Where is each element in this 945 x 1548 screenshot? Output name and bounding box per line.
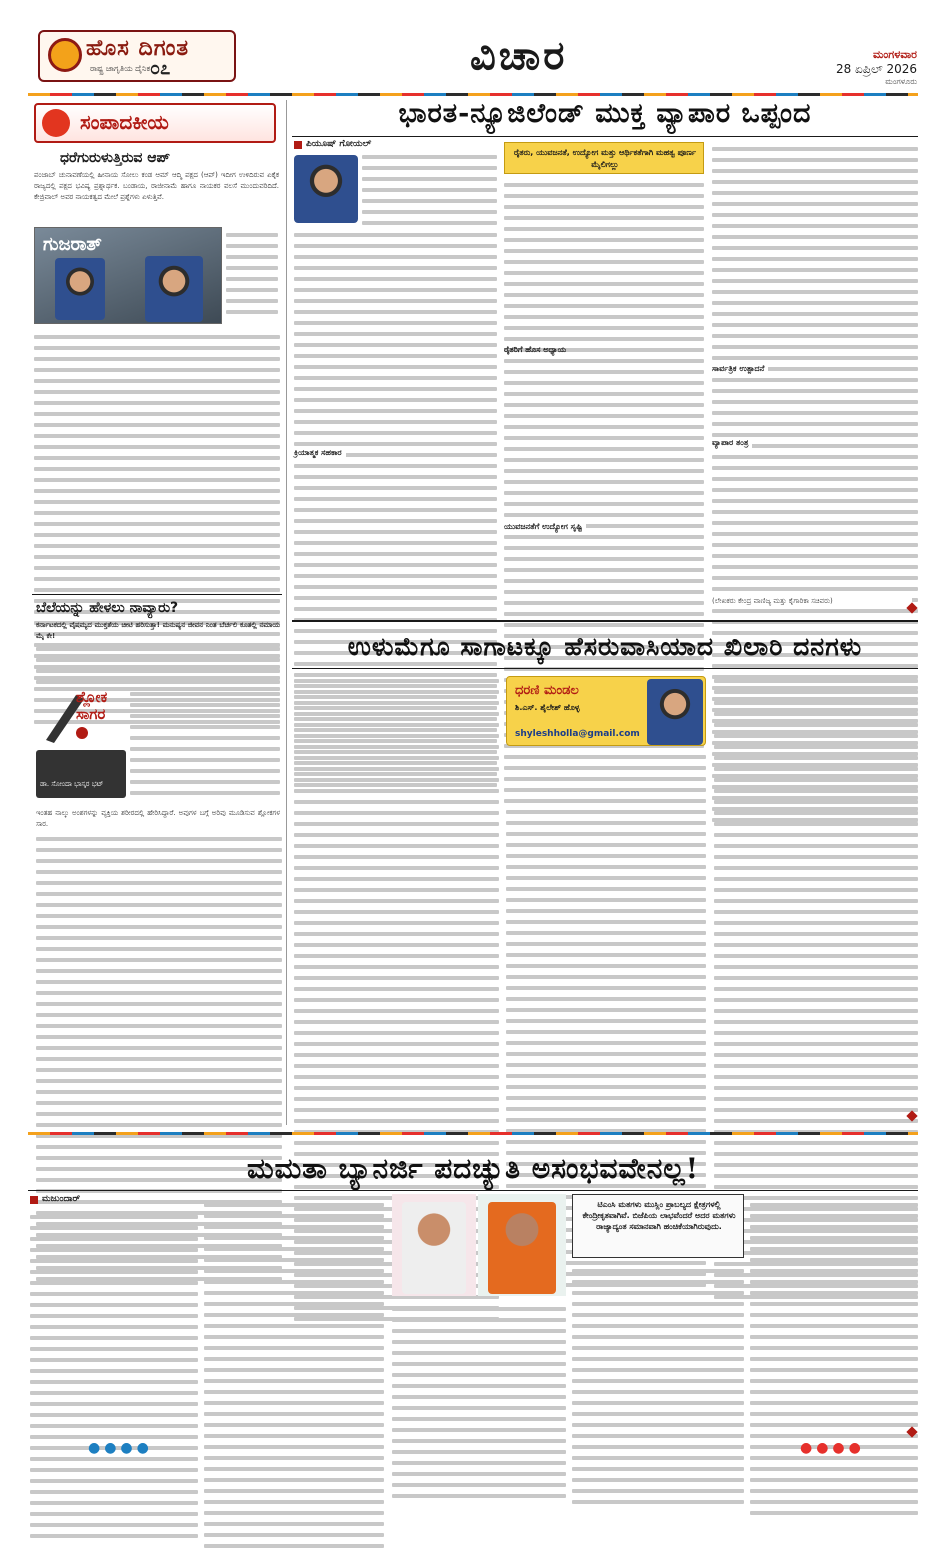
divider	[32, 594, 282, 595]
divider	[292, 620, 918, 622]
article3-col3	[392, 1300, 566, 1440]
price-box-title[interactable]: ಬೆಲೆಯನ್ನು ಹೇಳಲು ನಾವ್ಯಾರು?	[36, 600, 179, 616]
article1-subhead-4: ಸಾರ್ವತ್ರಿಕ ಉತ್ಪಾದನೆ	[712, 364, 768, 374]
lamp-icon	[42, 109, 70, 137]
shloka-logo	[36, 685, 126, 745]
article3-headline[interactable]: ಮಮತಾ ಬ್ಯಾನರ್ಜಿ ಪದಚ್ಯುತಿ ಅಸಂಭವವೇನಲ್ಲ!	[246, 1152, 700, 1185]
edition-city: ಮಂಗಳೂರು	[885, 77, 917, 86]
callout-text: ರೈತರು, ಯುವಜನತೆ, ಉದ್ಯೋಗ ಮತ್ತು ಆರ್ಥಿಕತೆಗಾಗಿ ಮಹತ್ವ ಪೂರ್ಣ ಮೈಲಿಗಲ್ಲು	[513, 148, 697, 169]
photo-banner-text: ಗುಜರಾತ್	[43, 234, 102, 255]
editorial-headline[interactable]: ಧರೆಗುರುಳುತ್ತಿರುವ ಆಪ್	[60, 150, 171, 166]
divider	[292, 668, 918, 669]
masthead-divider	[28, 93, 918, 96]
suvendu-portrait	[488, 1202, 556, 1294]
logo-text: ಹೊಸ ದಿಗಂತ	[86, 36, 190, 61]
divider	[292, 136, 918, 137]
weekday: ಮಂಗಳವಾರ	[872, 48, 917, 61]
article1-headline[interactable]: ಭಾರತ-ನ್ಯೂಜಿಲೆಂಡ್ ಮುಕ್ತ ವ್ಯಾಪಾರ ಒಪ್ಪಂದ	[398, 98, 812, 129]
suvendu-photo	[478, 1194, 566, 1296]
editorial-body	[34, 328, 280, 588]
article2-author: ಶಿ.ಎಸ್. ಶೈಲೇಶ್ ಹೊಳ್ಳ	[515, 703, 580, 712]
article2-author-photo	[647, 679, 703, 745]
mamata-portrait	[402, 1202, 466, 1294]
column-divider	[286, 100, 287, 1125]
article1-author-photo	[294, 155, 358, 223]
date-block	[817, 48, 917, 87]
price-box-lead: ಕರ್ನಾಟಕದಲ್ಲಿ ವೈಷಮ್ಯದ ಮುಕ್ತತೆಯ ಚೀಟಿ ಹರಿಸುತ್ತಾ! ಮನುಷ್ಯನ ಜೀವನ ನಿಂತ ಬೆರ್ಚಲಿ ಕೂತಲ್ಲಿ ನಮಾಯ ಮೈ ಕೇ!	[36, 621, 283, 640]
article1-subhead-5: ವ್ಯಾಪಾರ ತಂತ್ರ	[712, 438, 752, 448]
editorial-photo	[34, 227, 222, 324]
article1-col1	[294, 226, 497, 606]
price-box-body	[36, 640, 280, 680]
article1-subhead-1: ರೈತರಿಗೆ ಹೊಸ ಅಧ್ಯಾಯ	[504, 345, 567, 354]
shloka-title: ಶ್ಲೋಕ ಸಾಗರ	[76, 688, 108, 723]
divider	[28, 1190, 918, 1191]
registration-marks-left: ●●●●	[88, 1440, 153, 1456]
shloka-verse	[130, 685, 280, 805]
article1-subhead-2: ಕ್ರಿಯಾತ್ಮಕ ಸಹಕಾರ	[294, 448, 346, 458]
article3-col1	[30, 1208, 198, 1440]
editorial-badge-label: ಸಂಪಾದಕೀಯ	[80, 110, 169, 134]
shloka-lead: ಇಂತಹ ನಾಲ್ಕು ಅಂಶಗಳನ್ನು ವ್ಯಕ್ತಿಯ ಶರೀರದಲ್ಲಿ ಹೇರಿಸಿದ್ದಾರೆ. ಅವುಗಳ ಬಗ್ಗೆ ಅರಿವು ಮೂಡಿಸುವ ಶ್ಲೋಕಗಳ ಸಾರ.	[36, 809, 283, 828]
column-card	[506, 676, 706, 746]
newspaper-logo[interactable]	[38, 30, 236, 82]
masthead	[0, 0, 945, 92]
article1-author: ಪಿಯೂಷ್ ಗೋಯಲ್	[306, 139, 372, 149]
editorial-badge	[34, 103, 276, 143]
author-email[interactable]: shyleshholla@gmail.com	[515, 729, 640, 739]
byline-bullet-icon	[30, 1196, 38, 1204]
editorial-text-wrap	[226, 226, 278, 326]
article3-col2	[204, 1196, 384, 1440]
pull-quote-text: ಟಿಎಂಸಿ ಮತಗಳು ಮುಸ್ಲಿಂ ಪ್ರಾಬಲ್ಯದ ಕ್ಷೇತ್ರಗಳಲ್ಲಿ ಕೇಂದ್ರೀಕೃತವಾಗಿವೆ. ಬಿಜೆಪಿಯ ಲಾಭವೆಂದರೆ ಅದರ ಮತಗಳು ರಾಜ್ಯಾದ್ಯಂತ ಸಮಾನವಾಗಿ ಹಂಚಿಕೆಯಾಗಿರುವುದು.	[582, 1200, 736, 1231]
article2-col2	[506, 748, 706, 1122]
registration-marks-right: ●●●●	[800, 1440, 865, 1456]
date: 28 ಏಪ್ರಿಲ್ 2026	[835, 62, 917, 76]
shloka-author: ಡಾ. ಸೋಂದಾ ಭಾಸ್ಕರ ಭಟ್	[40, 780, 104, 788]
article2-headline[interactable]: ಉಳುಮೆಗೂ ಸಾಗಾಟಕ್ಕೂ ಹೆಸರುವಾಸಿಯಾದ ಖಿಲಾರಿ ದನಗಳು	[347, 632, 863, 661]
section-divider	[28, 1132, 918, 1135]
pull-quote	[572, 1194, 744, 1258]
mamata-photo	[392, 1194, 476, 1296]
article3-col4	[572, 1262, 744, 1440]
article1-intro	[362, 148, 497, 228]
byline-bullet-icon	[294, 141, 302, 149]
lamp-logo-icon	[48, 38, 82, 72]
editorial-lead: ಪಂಜಾಬ್ ಚುನಾವಣೆಯಲ್ಲಿ ಹೀನಾಯ ಸೋಲು ಕಂಡ ಆಮ್ ಆದ್ಮಿ ಪಕ್ಷದ (ಆಪ್) ಇದೀಗ ಉಳಿದಿರುವ ಏಕೈಕ ರಾಜ್ಯದಲ್ಲಿ ಪಕ್ಷದ ಭವಿಷ್ಯ ಪ್ರಶ್ನಾರ್ಥಕ. ಬಂಡಾಯ, ರಾಜೀನಾಮೆ ಹಾಗೂ ನಾಯಕರ ವಲಸೆ ಮುಂದುವರಿದಿದೆ. ಕೇಜ್ರಿವಾಲ್ ಅವರ ನಾಯಕತ್ವದ ಮೇಲೆ ಪ್ರಶ್ನೆಗಳು ಏಳುತ್ತಿವೆ.	[34, 171, 282, 201]
article3-col5	[750, 1196, 918, 1426]
article3-author: ಮಜುಂದಾರ್	[42, 1194, 81, 1204]
article2-col3	[714, 672, 918, 1122]
page-number: ೦೭	[150, 58, 171, 79]
person-photo-2	[145, 256, 203, 322]
article2-col1	[294, 672, 499, 1122]
article1-callout	[504, 142, 704, 174]
article1-footnote: (ಲೇಖಕರು ಕೇಂದ್ರ ವಾಣಿಜ್ಯ ಮತ್ತು ಕೈಗಾರಿಕಾ ಸಚಿವರು)	[712, 597, 912, 606]
shloka-author-photo	[36, 750, 126, 798]
column-name: ಧರಣಿ ಮಂಡಲ	[515, 683, 579, 698]
section-title: ವಿಚಾರ	[470, 32, 568, 79]
logo-tagline: ರಾಷ್ಟ್ರ ಜಾಗೃತಿಯ ದೈನಿಕ	[90, 64, 151, 73]
person-photo-1	[55, 258, 105, 320]
shloka-body	[36, 830, 282, 1130]
article1-col2	[504, 176, 704, 606]
article1-subhead-3: ಯುವಜನತೆಗೆ ಉದ್ಯೋಗ ಸೃಷ್ಟಿ	[504, 522, 586, 532]
